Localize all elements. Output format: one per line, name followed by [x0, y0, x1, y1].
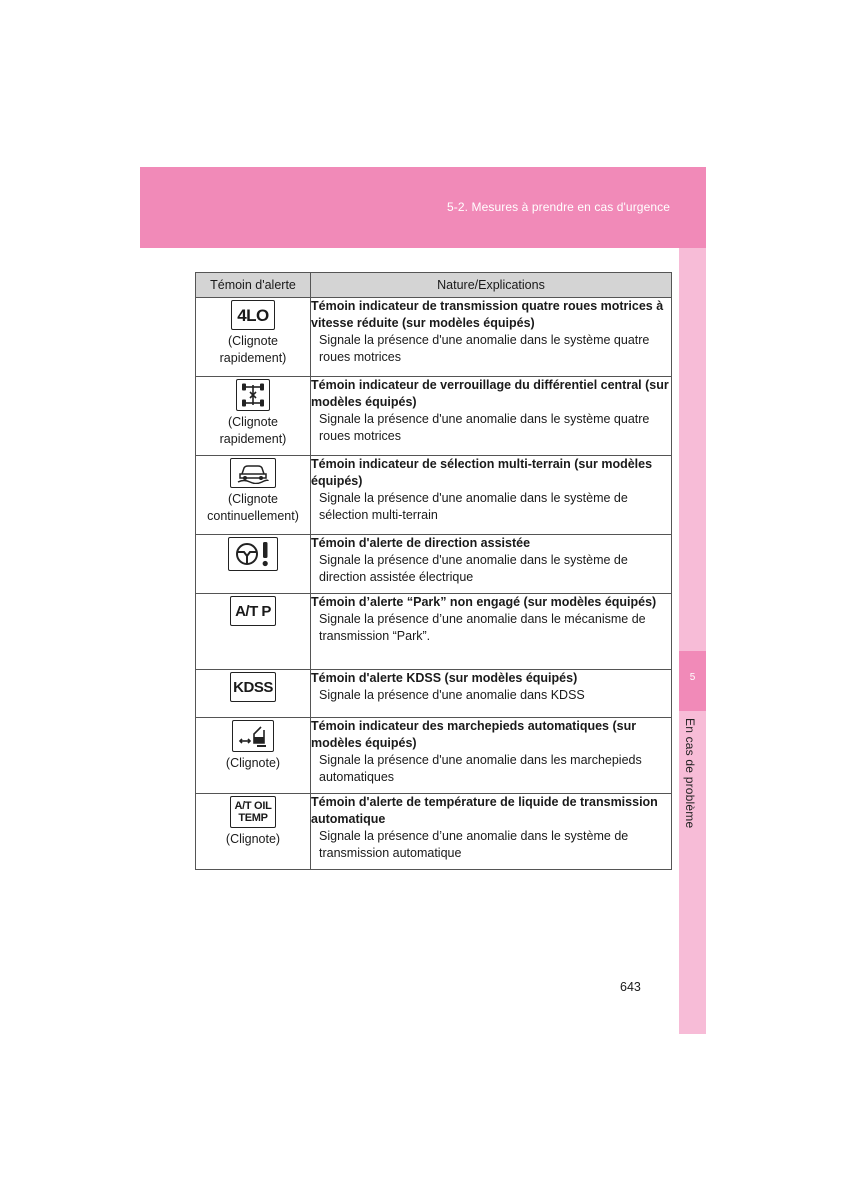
blink-label: (Clignote rapidement): [219, 415, 287, 446]
light-title: Témoin indicateur de transmission quatre roues motrices à vitesse réduite (sur modèles équipés): [311, 299, 664, 330]
indicator-cell: [196, 794, 311, 870]
table-row: [196, 456, 672, 535]
warning-lights-table: [195, 272, 672, 870]
light-description: Signale la présence d'une anomalie dans le système de direction assistée électrique: [319, 553, 628, 584]
indicator-cell: [196, 670, 311, 718]
table-row: [196, 377, 672, 456]
indicator-cell: [196, 298, 311, 377]
at-oil-temp-icon: A/T OIL TEMP: [230, 796, 276, 828]
explanation-cell: [311, 594, 672, 670]
multi-terrain-icon: [230, 458, 276, 488]
blink-label: (Clignote): [225, 832, 281, 846]
chapter-title: En cas de problème: [683, 718, 697, 829]
explanation-cell: [311, 298, 672, 377]
table-row: [196, 535, 672, 594]
indicator-cell: [196, 535, 311, 594]
explanation-cell: [311, 794, 672, 870]
section-title: 5-2. Mesures à prendre en cas d'urgence: [447, 200, 670, 214]
light-title: Témoin indicateur de verrouillage du différentiel central (sur modèles équipés): [311, 378, 669, 409]
chapter-tab: [679, 651, 706, 711]
light-description: Signale la présence d'une anomalie dans le système quatre roues motrices: [319, 412, 650, 443]
table-row: [196, 670, 672, 718]
indicator-cell: [196, 718, 311, 794]
at-park-icon: A/T P: [230, 596, 276, 626]
light-description: Signale la présence d’une anomalie dans le mécanisme de transmission “Park”.: [319, 612, 646, 643]
table-row: [196, 794, 672, 870]
explanation-cell: [311, 377, 672, 456]
4wd-low-icon: 4LO: [231, 300, 275, 330]
column-header-indicator: Témoin d'alerte: [196, 273, 311, 298]
side-tab-strip: [679, 248, 706, 1034]
blink-label: (Clignote continuellement): [207, 492, 299, 523]
running-board-icon: [232, 720, 274, 752]
section-header-band: [140, 167, 706, 248]
chapter-number: 5: [689, 672, 696, 683]
light-description: Signale la présence d'une anomalie dans le système quatre roues motrices: [319, 333, 650, 364]
power-steering-icon: [228, 537, 278, 571]
explanation-cell: [311, 670, 672, 718]
light-title: Témoin d’alerte “Park” non engagé (sur modèles équipés): [311, 595, 657, 609]
table-row: [196, 298, 672, 377]
indicator-cell: [196, 594, 311, 670]
light-description: Signale la présence d’une anomalie dans le système de transmission automatique: [319, 829, 629, 860]
kdss-icon: KDSS: [230, 672, 276, 702]
light-description: Signale la présence d'une anomalie dans KDSS: [319, 688, 585, 702]
column-header-explanation: Nature/Explications: [311, 273, 672, 298]
light-description: Signale la présence d'une anomalie dans les marchepieds automatiques: [319, 753, 642, 784]
light-title: Témoin indicateur de sélection multi-terrain (sur modèles équipés): [311, 457, 653, 488]
light-title: Témoin d'alerte KDSS (sur modèles équipés): [311, 671, 578, 685]
explanation-cell: [311, 456, 672, 535]
blink-label: (Clignote rapidement): [219, 334, 287, 365]
indicator-cell: [196, 456, 311, 535]
light-description: Signale la présence d'une anomalie dans le système de sélection multi-terrain: [319, 491, 628, 522]
table-row: [196, 718, 672, 794]
light-title: Témoin indicateur des marchepieds automatiques (sur modèles équipés): [311, 719, 637, 750]
page-number: 643: [620, 980, 641, 994]
explanation-cell: [311, 535, 672, 594]
light-title: Témoin d'alerte de température de liquide de transmission automatique: [311, 795, 658, 826]
explanation-cell: [311, 718, 672, 794]
light-title: Témoin d'alerte de direction assistée: [311, 536, 531, 550]
table-header-row: [196, 273, 672, 298]
differential-lock-icon: [236, 379, 270, 411]
indicator-cell: [196, 377, 311, 456]
blink-label: (Clignote): [225, 756, 281, 770]
table-row: [196, 594, 672, 670]
